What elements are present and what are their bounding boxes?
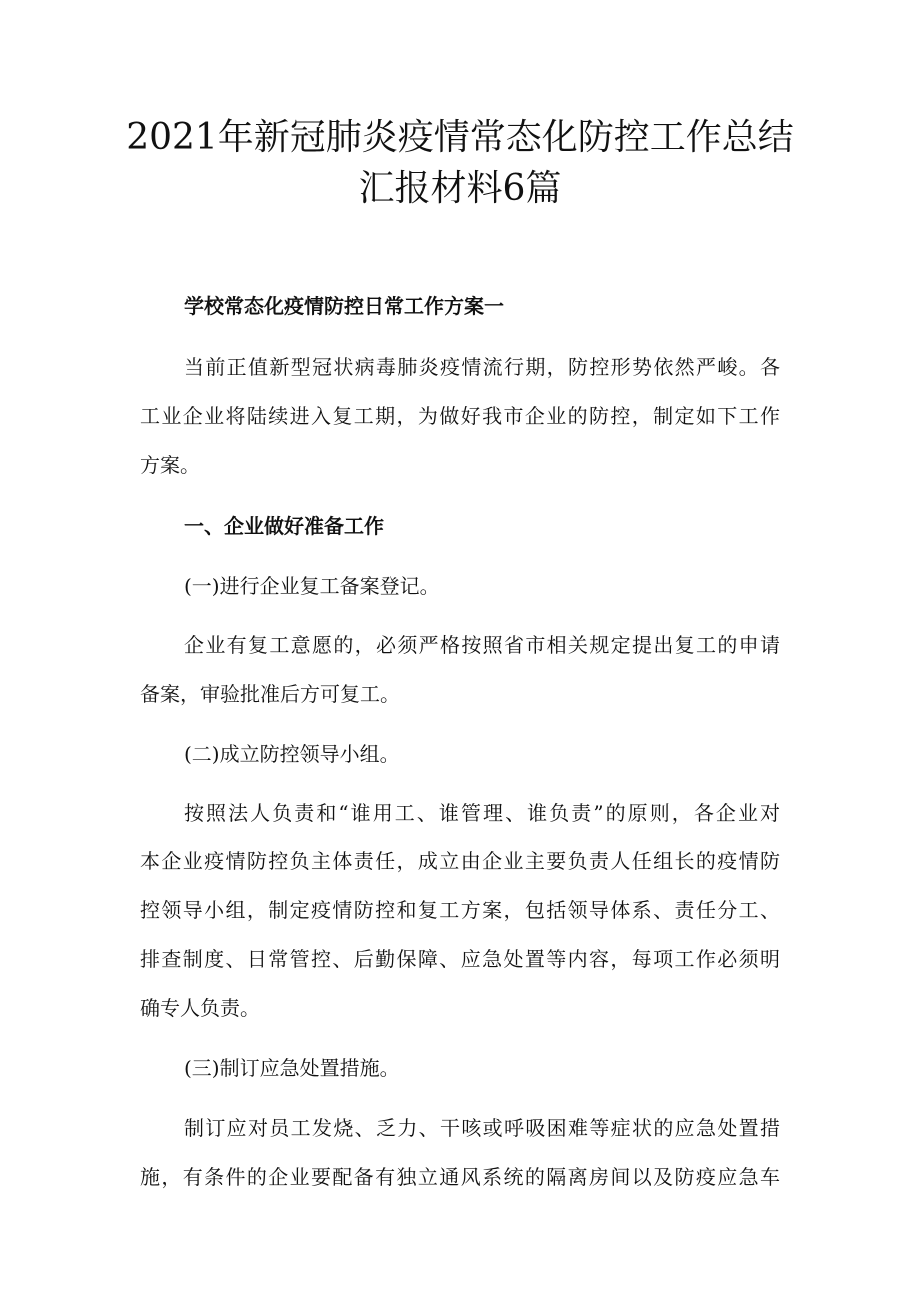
paragraph-line: 工业企业将陆续进入复工期，为做好我市企业的防控，制定如下工作 [140,404,780,428]
paragraph-line: 施，有条件的企业要配备有独立通风系统的隔离房间以及防疫应急车 [140,1165,780,1189]
paragraph-line: 控领导小组，制定疫情防控和复工方案，包括领导体系、责任分工、 [140,898,780,922]
paragraph-line: 方案。 [140,453,200,477]
paragraph-line: 按照法人负责和“谁用工、谁管理、谁负责”的原则，各企业对 [184,801,780,825]
document-title-line-1: 2021年新冠肺炎疫情常态化防控工作总结 [126,117,794,158]
paragraph-line: 制订应对员工发烧、乏力、干咳或呼吸困难等症状的应急处置措 [184,1116,780,1140]
subsection-heading: (二)成立防控领导小组。 [184,742,400,766]
section-heading-1: 一、企业做好准备工作 [184,514,384,538]
subsection-heading: (三)制订应急处置措施。 [184,1056,400,1080]
paragraph-line: 确专人负责。 [140,996,260,1020]
paragraph-line: 排查制度、日常管控、后勤保障、应急处置等内容，每项工作必须明 [140,947,780,971]
paragraph-line: 备案，审验批准后方可复工。 [140,682,400,706]
paragraph-line: 本企业疫情防控负主体责任，成立由企业主要负责人任组长的疫情防 [140,849,780,873]
document-title-line-2: 汇报材料6篇 [358,168,562,209]
paragraph-line: 当前正值新型冠状病毒肺炎疫情流行期，防控形势依然严峻。各 [184,355,780,379]
paragraph-line: 企业有复工意愿的，必须严格按照省市相关规定提出复工的申请 [184,633,780,657]
subsection-heading: (一)进行企业复工备案登记。 [184,574,440,598]
section-heading-plan: 学校常态化疫情防控日常工作方案一 [184,294,504,318]
